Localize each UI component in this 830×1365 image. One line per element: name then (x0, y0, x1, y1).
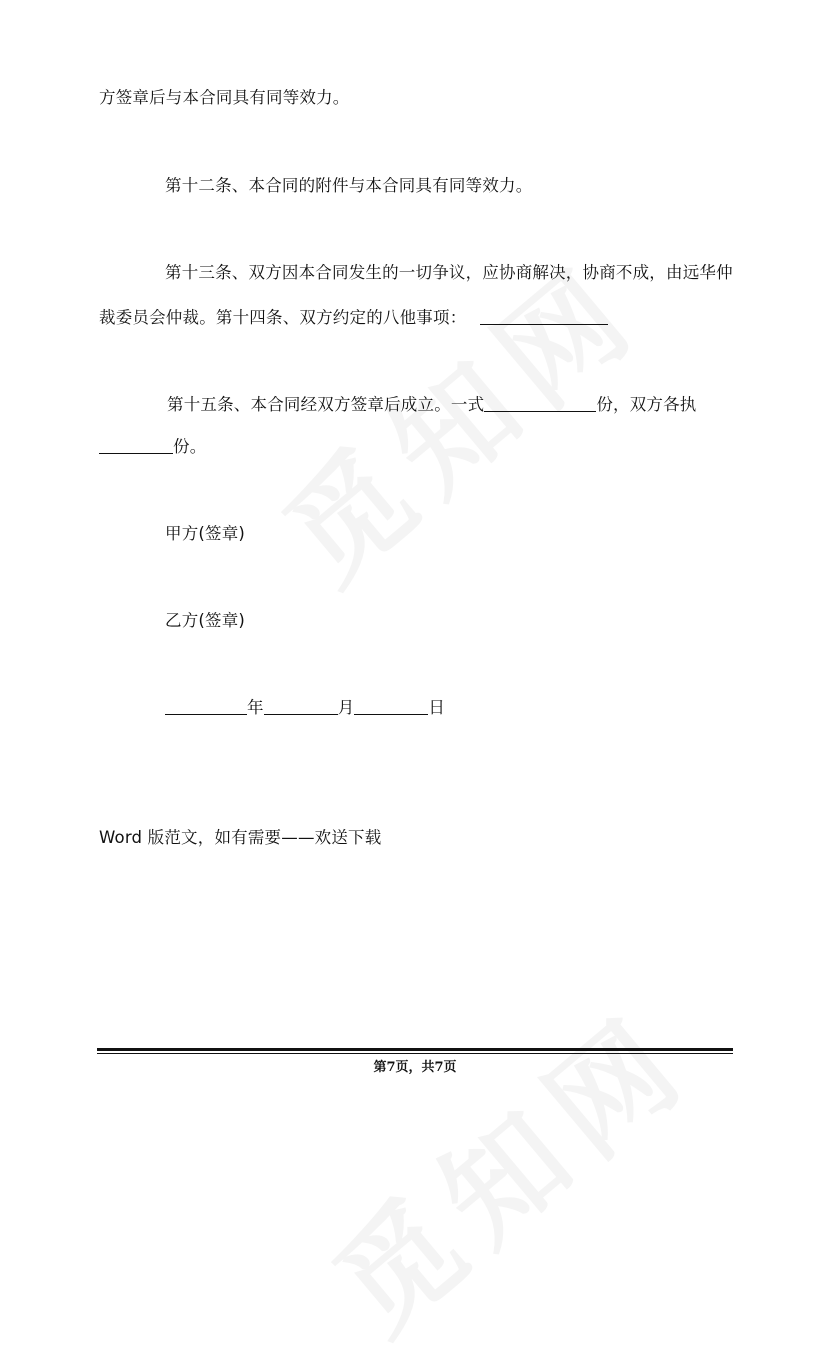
article-13-line-2 (99, 307, 608, 329)
blank-field-year (165, 698, 247, 715)
blank-field-copies (484, 395, 596, 412)
party-a-signature: 甲方(签章) (165, 524, 246, 543)
article-13-line-1: 第十三条、双方因本合同发生的一切争议，应协商解决，协商不成，由远华仲 (165, 263, 733, 282)
article-15-part-3: 份。 (173, 437, 207, 456)
footer-divider-thin (97, 1053, 733, 1054)
party-b-signature: 乙方(签章) (165, 611, 246, 630)
article-12: 第十二条、本合同的附件与本合同具有同等效力。 (165, 176, 533, 195)
blank-field-month (264, 698, 338, 715)
article-15-line-2 (99, 436, 206, 458)
blank-field-other-items (480, 308, 608, 325)
date-line (165, 697, 445, 719)
blank-field-each-copies (99, 437, 173, 454)
watermark-bottom (293, 967, 721, 1365)
text-line-1: 方签章后与本合同具有同等效力。 (99, 88, 350, 107)
article-13-line-2-text: 裁委员会仲裁。第十四条、双方约定的八他事项： (99, 308, 467, 327)
blank-field-day (354, 698, 428, 715)
page-number: 第7页，共7页 (373, 1060, 457, 1075)
closing-note: Word 版范文，如有需要——欢送下载 (99, 828, 382, 847)
article-15-part-2: 份，双方各执 (596, 395, 697, 414)
footer-divider-thick (97, 1048, 733, 1051)
article-15-part-1: 第十五条、本合同经双方签章后成立。一式 (167, 395, 485, 414)
article-15-line-1 (167, 394, 697, 416)
date-month-label: 月 (337, 698, 355, 717)
date-year-label: 年 (247, 698, 264, 717)
date-day-label: 日 (428, 698, 446, 717)
